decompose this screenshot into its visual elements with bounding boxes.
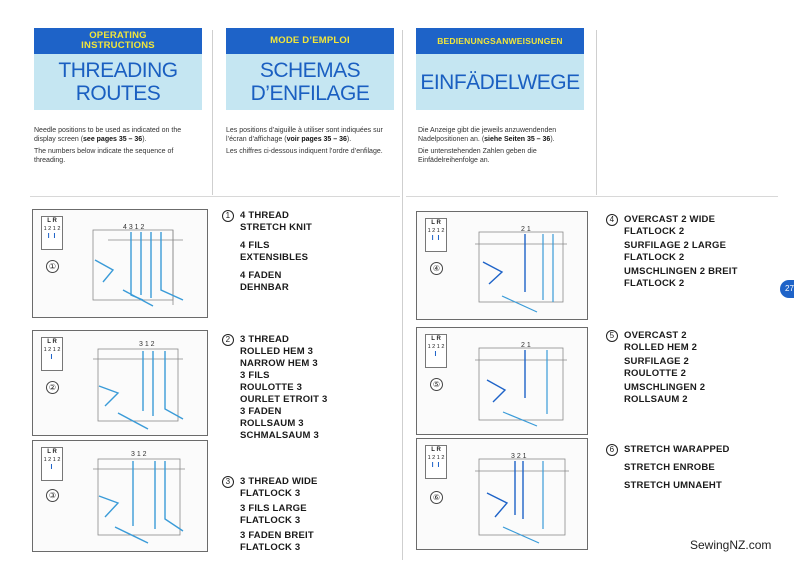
route-line: ROLLSAUM 2	[624, 394, 688, 405]
column-divider	[596, 30, 597, 195]
title-line: D’ENFILAGE	[250, 82, 370, 105]
lr-digits: 1 2 1 2	[43, 457, 61, 463]
header-english	[34, 28, 202, 110]
route-line: FLATLOCK 2	[624, 252, 685, 263]
column-divider	[402, 30, 403, 560]
threading-illustration	[417, 328, 588, 435]
lr-digits: 1 2 1 2	[427, 455, 445, 461]
route-line: ROULOTTE 2	[624, 368, 687, 379]
section-divider	[30, 196, 400, 197]
diagram-number: ③	[46, 489, 59, 502]
banner-line: MODE D’EMPLOI	[270, 35, 350, 46]
route-line: 3 FADEN BREIT	[240, 530, 314, 541]
route-line: UMSCHLINGEN 2 BREIT	[624, 266, 738, 277]
route-description-2	[222, 334, 327, 442]
route-line: STRETCH KNIT	[240, 222, 313, 233]
intro-text: Needle positions to be used as indicated on the display screen (	[34, 127, 182, 143]
threading-diagram-4	[416, 211, 588, 320]
diagram-number: ⑤	[430, 378, 443, 391]
route-line: EXTENSIBLES	[240, 252, 309, 263]
lr-label: L R	[431, 447, 441, 453]
route-line: ROLLED HEM 2	[624, 342, 698, 353]
header-german	[416, 28, 584, 110]
banner-mode-emploi	[226, 28, 394, 54]
lr-digits: 1 2 1 2	[43, 347, 61, 353]
banner-line: INSTRUCTIONS	[81, 40, 155, 51]
diagram-number: ②	[46, 381, 59, 394]
thread-sequence-numbers: 3 1 2	[131, 451, 147, 458]
intro-paragraph: Les chiffres ci-dessous indiquent l’ordre d’enfilage.	[226, 148, 383, 155]
lr-needles: I I	[47, 233, 57, 240]
route-line: STRETCH ENROBE	[624, 462, 715, 473]
route-line: 3 FADEN	[240, 406, 282, 417]
banner-line: BEDIENUNGSANWEISUNGEN	[437, 36, 563, 46]
intro-text: Les positions d’aiguille à utiliser sont indiquées sur l’écran d’affichage (	[226, 127, 383, 143]
route-line: DEHNBAR	[240, 282, 289, 293]
route-line: 3 FILS	[240, 370, 270, 381]
route-line: OVERCAST 2 WIDE	[624, 214, 716, 225]
threading-illustration	[33, 331, 208, 436]
title-line: THREADING	[58, 59, 178, 82]
intro-paragraph	[226, 126, 392, 144]
intro-text: ).	[142, 136, 147, 143]
lr-needles: I I	[431, 235, 441, 242]
route-line: SURFILAGE 2	[624, 356, 690, 367]
route-line: 3 FILS LARGE	[240, 503, 307, 514]
route-line: OURLET ETROIT 3	[240, 394, 328, 405]
lr-label: L R	[47, 449, 57, 455]
route-line: STRETCH WARAPPED	[624, 444, 730, 455]
route-line: FLATLOCK 3	[240, 488, 301, 499]
route-number: 5	[606, 330, 618, 342]
route-line: NARROW HEM 3	[240, 358, 318, 369]
lr-label: L R	[47, 339, 57, 345]
lr-needles: I	[50, 464, 54, 471]
route-line: FLATLOCK 3	[240, 515, 301, 526]
title-line: SCHEMAS	[259, 59, 361, 82]
title-line: ROUTES	[75, 82, 161, 105]
thread-sequence-numbers: 2 1	[521, 226, 531, 233]
route-line: 3 THREAD	[240, 334, 290, 345]
banner-line: OPERATING	[89, 30, 147, 41]
intro-page-ref: siehe Seiten 35 – 36	[484, 136, 551, 143]
lr-label: L R	[431, 336, 441, 342]
banner-operating-instructions	[34, 28, 202, 54]
route-line: FLATLOCK 2	[624, 226, 685, 237]
route-description-4	[606, 214, 738, 290]
threading-diagram-1	[32, 209, 208, 318]
diagram-number: ④	[430, 262, 443, 275]
route-line: ROLLSAUM 3	[240, 418, 304, 429]
threading-illustration	[417, 439, 588, 550]
intro-page-ref: see pages 35 – 36	[83, 136, 143, 143]
threading-diagram-2	[32, 330, 208, 436]
lr-digits: 1 2 1 2	[427, 344, 445, 350]
lr-needles: I	[50, 354, 54, 361]
lr-digits: 1 2 1 2	[43, 226, 61, 232]
route-line: OVERCAST 2	[624, 330, 687, 341]
route-number: 6	[606, 444, 618, 456]
title-line: EINFÄDELWEGE	[420, 70, 580, 94]
title-einfaedelwege	[416, 54, 584, 110]
route-description-5	[606, 330, 705, 406]
route-description-6	[606, 444, 730, 492]
route-line: STRETCH UMNAEHT	[624, 480, 722, 491]
thread-sequence-numbers: 4 3 1 2	[123, 224, 145, 231]
threading-illustration	[417, 212, 588, 320]
lr-needles: I	[434, 351, 438, 358]
threading-diagram-3	[32, 440, 208, 552]
route-line: 4 THREAD	[240, 210, 290, 221]
route-line: SURFILAGE 2 LARGE	[624, 240, 727, 251]
intro-text: ).	[346, 136, 352, 143]
route-line: 4 FADEN	[240, 270, 282, 281]
thread-sequence-numbers: 3 2 1	[511, 453, 527, 460]
header-french	[226, 28, 394, 110]
column-divider	[212, 30, 213, 195]
lr-label: L R	[47, 218, 57, 224]
intro-german	[418, 126, 584, 168]
route-number: 2	[222, 334, 234, 346]
intro-paragraph	[34, 126, 204, 144]
route-line: ROULOTTE 3	[240, 382, 303, 393]
route-line: ROLLED HEM 3	[240, 346, 314, 357]
title-schemas-enfilage	[226, 54, 394, 110]
intro-text: Die Anzeige gibt die jeweils anzuwendenden Nadelpositionen an. (	[418, 127, 557, 143]
route-line: 4 FILS	[240, 240, 270, 251]
thread-sequence-numbers: 2 1	[521, 342, 531, 349]
intro-english	[34, 126, 204, 168]
page-number-tab: 27	[780, 280, 794, 298]
route-line: SCHMALSAUM 3	[240, 430, 319, 441]
watermark: SewingNZ.com	[690, 538, 772, 552]
title-threading-routes	[34, 54, 202, 110]
intro-text: ).	[550, 136, 555, 143]
route-description-3	[222, 476, 318, 554]
route-number: 1	[222, 210, 234, 222]
threading-illustration	[33, 441, 208, 552]
route-line: 3 THREAD WIDE	[240, 476, 318, 487]
intro-paragraph: The numbers below indicate the sequence of threading.	[34, 148, 174, 164]
intro-paragraph	[418, 126, 584, 144]
threading-illustration	[33, 210, 208, 318]
section-divider	[406, 196, 778, 197]
threading-diagram-6	[416, 438, 588, 550]
threading-diagram-5	[416, 327, 588, 435]
route-number: 3	[222, 476, 234, 488]
lr-digits: 1 2 1 2	[427, 228, 445, 234]
intro-french	[226, 126, 392, 159]
banner-bedienungsanweisungen	[416, 28, 584, 54]
route-line: UMSCHLINGEN 2	[624, 382, 706, 393]
diagram-number: ⑥	[430, 491, 443, 504]
route-description-1	[222, 210, 312, 294]
route-line: FLATLOCK 2	[624, 278, 685, 289]
lr-needles: I I	[431, 462, 441, 469]
intro-paragraph: Die untenstehenden Zahlen geben die Einfädelreihenfolge an.	[418, 148, 537, 164]
route-line: FLATLOCK 3	[240, 542, 301, 553]
diagram-number: ①	[46, 260, 59, 273]
lr-label: L R	[431, 220, 441, 226]
thread-sequence-numbers: 3 1 2	[139, 341, 155, 348]
route-number: 4	[606, 214, 618, 226]
intro-page-ref: voir pages 35 – 36	[286, 136, 347, 143]
